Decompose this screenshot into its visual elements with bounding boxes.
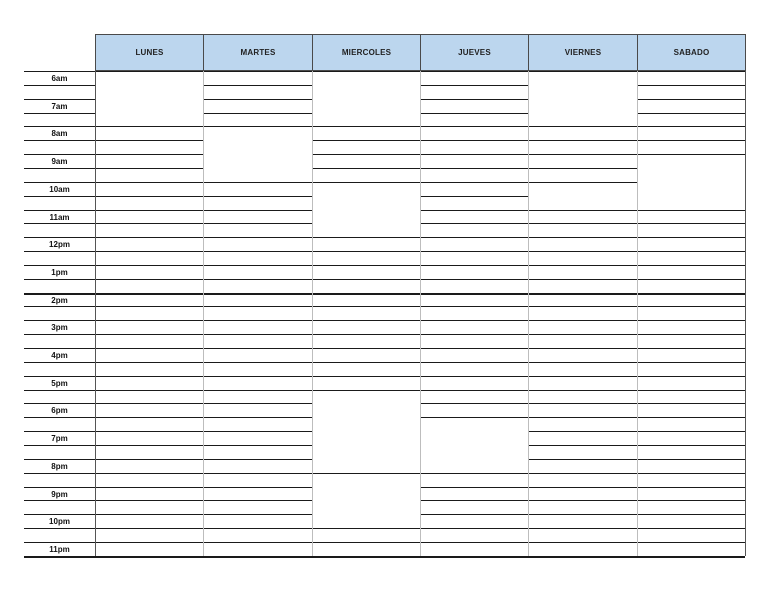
cell-line	[528, 126, 637, 127]
cell-line	[528, 223, 637, 224]
cell-line	[95, 514, 203, 515]
cell-line	[528, 376, 637, 377]
cell-line	[528, 514, 637, 515]
cell-line	[203, 473, 312, 474]
cell-line	[637, 431, 745, 432]
day-header-jueves: JUEVES	[420, 34, 529, 71]
cell-line	[420, 182, 528, 183]
cell-line	[95, 487, 203, 488]
cell-line	[528, 154, 637, 155]
cell-line	[95, 140, 203, 141]
cell-line	[637, 320, 745, 321]
cell-line	[203, 265, 312, 266]
cell-line	[528, 334, 637, 335]
time-row-line	[24, 196, 95, 197]
time-label-6am: 6am	[51, 73, 68, 83]
cell-line	[203, 417, 312, 418]
cell-line	[637, 223, 745, 224]
time-row-line	[24, 514, 95, 515]
cell-line	[312, 362, 420, 363]
cell-line	[95, 265, 203, 266]
cell-line	[312, 334, 420, 335]
time-label-11am: 11am	[49, 212, 70, 222]
cell-line	[203, 210, 312, 211]
cell-line	[203, 113, 312, 114]
cell-line	[420, 348, 528, 349]
cell-line	[420, 71, 528, 72]
cell-line	[637, 362, 745, 363]
cell-line	[95, 320, 203, 321]
cell-line	[420, 542, 528, 543]
cell-line	[528, 168, 637, 169]
time-row-line	[24, 265, 95, 266]
cell-line	[203, 196, 312, 197]
cell-line	[95, 306, 203, 307]
cell-line	[95, 362, 203, 363]
time-label-4pm: 4pm	[51, 350, 68, 360]
cell-line	[420, 237, 528, 238]
cell-line	[637, 237, 745, 238]
cell-line	[637, 210, 745, 211]
cell-line	[420, 473, 528, 474]
cell-line	[203, 223, 312, 224]
cell-line	[420, 85, 528, 86]
day-header-viernes: VIERNES	[528, 34, 638, 71]
cell-line	[95, 237, 203, 238]
cell-line	[637, 85, 745, 86]
time-label-7pm: 7pm	[51, 433, 68, 443]
time-row-line	[24, 126, 95, 127]
cell-line	[528, 528, 637, 529]
time-row-line	[24, 168, 95, 169]
time-label-8am: 8am	[51, 128, 68, 138]
day-header-sabado: SABADO	[637, 34, 746, 71]
cell-line	[312, 168, 420, 169]
cell-line	[420, 500, 528, 501]
cell-line	[420, 320, 528, 321]
cell-line	[312, 528, 420, 529]
cell-line	[312, 376, 420, 377]
cell-line	[312, 542, 420, 543]
time-row-line	[24, 140, 95, 141]
cell-line	[95, 168, 203, 169]
cell-line	[528, 362, 637, 363]
column-divider	[528, 71, 529, 556]
cell-line	[420, 487, 528, 488]
cell-line	[203, 306, 312, 307]
cell-line	[95, 445, 203, 446]
time-row-line	[24, 320, 95, 321]
cell-line	[203, 445, 312, 446]
cell-line	[95, 403, 203, 404]
cell-line	[95, 279, 203, 280]
cell-line	[95, 251, 203, 252]
column-divider	[420, 71, 421, 556]
cell-line	[637, 251, 745, 252]
cell-line	[203, 320, 312, 321]
time-row-line	[24, 390, 95, 391]
cell-line	[420, 210, 528, 211]
time-row-line	[24, 445, 95, 446]
cell-line	[420, 306, 528, 307]
cell-line	[312, 251, 420, 252]
cell-line	[95, 528, 203, 529]
cell-line	[95, 459, 203, 460]
column-divider	[637, 71, 638, 556]
cell-line	[637, 445, 745, 446]
cell-line	[637, 376, 745, 377]
cell-line	[203, 85, 312, 86]
cell-line	[420, 390, 528, 391]
cell-line	[95, 334, 203, 335]
cell-line	[203, 71, 312, 72]
cell-line	[420, 223, 528, 224]
cell-line	[203, 431, 312, 432]
cell-line	[420, 99, 528, 100]
day-header-lunes: LUNES	[95, 34, 204, 71]
time-row-line	[24, 487, 95, 488]
time-row-line	[24, 237, 95, 238]
time-row-line	[24, 348, 95, 349]
cell-line	[637, 390, 745, 391]
column-divider	[203, 71, 204, 556]
time-row-line	[24, 182, 95, 183]
cell-line	[528, 431, 637, 432]
cell-line	[637, 348, 745, 349]
cell-line	[528, 320, 637, 321]
time-row-line	[24, 528, 95, 529]
time-row-line	[24, 334, 95, 335]
cell-line	[95, 473, 203, 474]
cell-line	[95, 542, 203, 543]
time-label-9am: 9am	[51, 156, 68, 166]
cell-line	[203, 182, 312, 183]
cell-line	[528, 237, 637, 238]
cell-line	[95, 154, 203, 155]
cell-line	[312, 320, 420, 321]
cell-line	[203, 390, 312, 391]
cell-line	[637, 154, 745, 155]
time-row-line	[24, 85, 95, 86]
cell-line	[528, 251, 637, 252]
column-divider	[312, 71, 313, 556]
cell-line	[203, 126, 312, 127]
column-divider	[745, 71, 746, 556]
cell-line	[420, 140, 528, 141]
cell-line	[420, 154, 528, 155]
time-label-6pm: 6pm	[51, 405, 68, 415]
cell-line	[312, 279, 420, 280]
cell-line	[312, 237, 420, 238]
cell-line	[203, 403, 312, 404]
cell-line	[528, 390, 637, 391]
cell-line	[637, 528, 745, 529]
time-label-10pm: 10pm	[49, 516, 70, 526]
cell-line	[420, 403, 528, 404]
cell-line	[95, 500, 203, 501]
cell-line	[203, 514, 312, 515]
cell-line	[528, 306, 637, 307]
cell-line	[312, 71, 420, 72]
cell-line	[420, 417, 528, 418]
cell-line	[420, 279, 528, 280]
cell-line	[95, 348, 203, 349]
cell-line	[312, 348, 420, 349]
cell-line	[203, 528, 312, 529]
cell-line	[637, 542, 745, 543]
cell-line	[528, 459, 637, 460]
cell-line	[312, 390, 420, 391]
cell-line	[637, 306, 745, 307]
time-row-line	[24, 403, 95, 404]
time-row-line	[24, 376, 95, 377]
cell-line	[420, 514, 528, 515]
cell-line	[637, 514, 745, 515]
cell-line	[420, 168, 528, 169]
cell-line	[528, 348, 637, 349]
cell-line	[420, 362, 528, 363]
cell-line	[420, 376, 528, 377]
cell-line	[528, 417, 637, 418]
cell-line	[95, 431, 203, 432]
time-row-line	[24, 251, 95, 252]
cell-line	[637, 473, 745, 474]
cell-line	[203, 279, 312, 280]
cell-line	[95, 210, 203, 211]
cell-line	[312, 140, 420, 141]
cell-line	[95, 182, 203, 183]
cell-line	[95, 196, 203, 197]
time-row-line	[24, 431, 95, 432]
day-header-miercoles: MIERCOLES	[312, 34, 421, 71]
time-row-line	[24, 542, 95, 543]
cell-line	[203, 542, 312, 543]
time-row-line	[24, 500, 95, 501]
cell-line	[312, 265, 420, 266]
cell-line	[420, 334, 528, 335]
time-label-3pm: 3pm	[51, 322, 68, 332]
cell-line	[637, 279, 745, 280]
time-row-line	[24, 210, 95, 211]
cell-line	[203, 500, 312, 501]
cell-line	[637, 459, 745, 460]
cell-line	[528, 500, 637, 501]
cell-line	[637, 71, 745, 72]
time-label-8pm: 8pm	[51, 461, 68, 471]
cell-line	[637, 417, 745, 418]
cell-line	[312, 154, 420, 155]
cell-line	[528, 182, 637, 183]
cell-line	[528, 487, 637, 488]
cell-line	[528, 265, 637, 266]
cell-line	[203, 376, 312, 377]
cell-line	[203, 99, 312, 100]
time-label-10am: 10am	[49, 184, 70, 194]
cell-line	[312, 473, 420, 474]
day-header-martes: MARTES	[203, 34, 313, 71]
cell-line	[203, 237, 312, 238]
time-row-line	[24, 99, 95, 100]
cell-line	[420, 113, 528, 114]
time-row-line	[24, 362, 95, 363]
cell-line	[528, 279, 637, 280]
cell-line	[95, 390, 203, 391]
time-label-7am: 7am	[51, 101, 68, 111]
cell-line	[95, 417, 203, 418]
cell-line	[528, 445, 637, 446]
cell-line	[95, 126, 203, 127]
cell-line	[637, 500, 745, 501]
cell-line	[95, 223, 203, 224]
cell-line	[203, 251, 312, 252]
cell-line	[528, 210, 637, 211]
cell-line	[203, 334, 312, 335]
cell-line	[637, 403, 745, 404]
cell-line	[637, 265, 745, 266]
time-label-9pm: 9pm	[51, 489, 68, 499]
cell-line	[637, 140, 745, 141]
cell-line	[420, 126, 528, 127]
cell-line	[420, 196, 528, 197]
cell-line	[528, 473, 637, 474]
cell-line	[203, 459, 312, 460]
column-divider	[95, 71, 96, 556]
cell-line	[203, 348, 312, 349]
time-label-1pm: 1pm	[51, 267, 68, 277]
cell-line	[637, 334, 745, 335]
cell-line	[420, 251, 528, 252]
cell-line	[312, 126, 420, 127]
cell-line	[312, 182, 420, 183]
time-row-line	[24, 459, 95, 460]
cell-line	[528, 542, 637, 543]
time-label-12pm: 12pm	[49, 239, 70, 249]
cell-line	[203, 487, 312, 488]
cell-line	[95, 71, 203, 72]
cell-line	[420, 265, 528, 266]
time-label-2pm: 2pm	[51, 295, 68, 305]
cell-line	[637, 113, 745, 114]
cell-line	[528, 71, 637, 72]
time-row-line	[24, 223, 95, 224]
cell-line	[637, 99, 745, 100]
time-row-line	[24, 417, 95, 418]
cell-line	[312, 306, 420, 307]
time-label-5pm: 5pm	[51, 378, 68, 388]
cell-line	[203, 362, 312, 363]
cell-line	[528, 403, 637, 404]
cell-line	[637, 126, 745, 127]
cell-line	[420, 528, 528, 529]
cell-line	[637, 487, 745, 488]
time-row-line	[24, 473, 95, 474]
time-row-line	[24, 306, 95, 307]
time-label-11pm: 11pm	[49, 544, 70, 554]
time-row-line	[24, 154, 95, 155]
cell-line	[528, 140, 637, 141]
cell-line	[95, 376, 203, 377]
time-row-line	[24, 71, 95, 72]
time-row-line	[24, 279, 95, 280]
time-row-line	[24, 113, 95, 114]
heavy-line	[24, 556, 745, 558]
